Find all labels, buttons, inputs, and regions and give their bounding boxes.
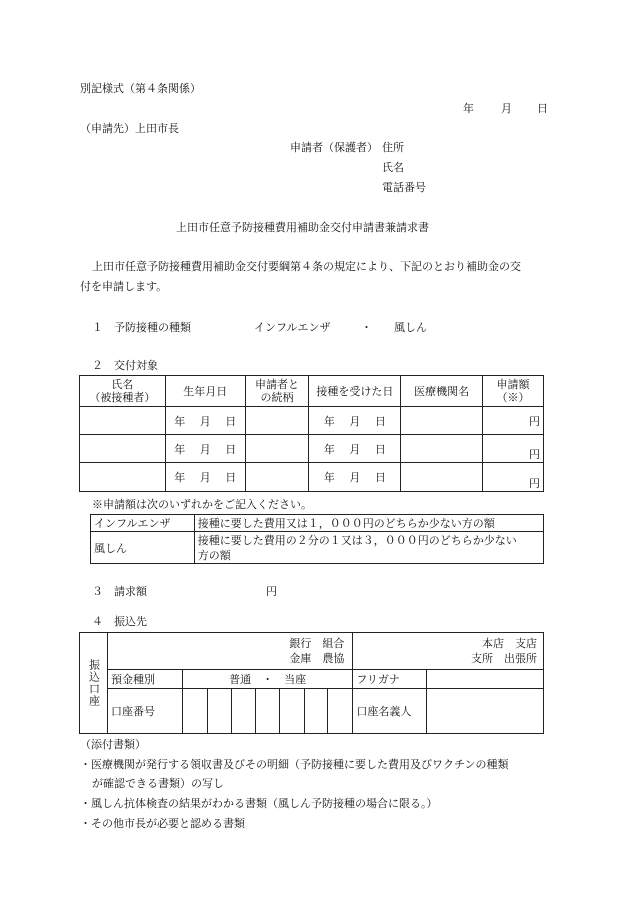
relation-cell[interactable] <box>245 463 309 492</box>
attachment-item-2: ・風しん抗体検査の結果がわかる書類（風しん予防接種の場合に限る。） <box>80 797 438 810</box>
attachment-item-1-line-1: ・医療機関が発行する領収書及びその明細（予防接種に要した費用及びワクチンの種類 <box>80 758 509 771</box>
amount-note: ※申請額は次のいずれかをご記入ください。 <box>92 498 312 511</box>
phone-label: 電話番号 <box>382 181 426 194</box>
amount-cell[interactable]: 円 <box>483 463 544 492</box>
document-title: 上田市任意予防接種費用補助金交付申請書兼請求書 <box>176 221 429 234</box>
form-label: 別記様式（第４条関係） <box>80 82 201 95</box>
birthdate-cell[interactable]: 年 月 日 <box>165 407 245 435</box>
transfer-account-side-label: 振込口座 <box>80 633 108 734</box>
bank-name-row <box>80 633 544 670</box>
table-row <box>80 435 544 463</box>
bank-name-cell[interactable]: 銀行 組合 金庫 農協 <box>107 633 352 670</box>
amount-rule-table <box>90 514 544 564</box>
deposit-type-row <box>80 670 544 689</box>
section3-label: ３ 請求額 <box>92 585 147 598</box>
option-influenza[interactable]: インフルエンザ <box>254 321 331 334</box>
section4-label: ４ 振込先 <box>92 615 147 628</box>
rule-row-influenza <box>91 515 544 532</box>
header-name: 氏名 （被接種者） <box>80 376 166 407</box>
section2-label: ２ 交付対象 <box>92 359 158 372</box>
date-day-label: 日 <box>537 102 548 115</box>
table-row <box>80 407 544 435</box>
request-amount-yen: 円 <box>266 585 277 598</box>
deposit-type-value[interactable]: 普通 ・ 当座 <box>182 670 353 689</box>
attachments-title: （添付書類） <box>80 738 146 751</box>
account-number-label: 口座番号 <box>107 689 182 734</box>
clinic-cell[interactable] <box>401 435 483 463</box>
attachment-item-3: ・その他市長が必要と認める書類 <box>80 817 245 830</box>
amount-cell[interactable]: 円 <box>483 407 544 435</box>
header-clinic: 医療機関名 <box>401 376 483 407</box>
option-separator: ・ <box>361 321 372 334</box>
table-row <box>80 463 544 492</box>
rule-type: 風しん <box>91 532 195 564</box>
relation-cell[interactable] <box>245 435 309 463</box>
furigana-input[interactable] <box>427 670 544 689</box>
account-digit-cell[interactable] <box>182 689 207 734</box>
rule-row-rubella <box>91 532 544 564</box>
date-year-label: 年 <box>463 102 474 115</box>
applicant-label: 申請者（保護者） <box>290 141 378 154</box>
account-digit-cell[interactable] <box>255 689 279 734</box>
account-holder-label: 口座名義人 <box>353 689 427 734</box>
furigana-label: フリガナ <box>353 670 427 689</box>
date-month-label: 月 <box>501 102 512 115</box>
name-cell[interactable] <box>80 463 166 492</box>
account-holder-input[interactable] <box>427 689 544 734</box>
subsidy-target-table <box>79 375 544 492</box>
rule-text: 接種に要した費用の２分の１又は３，０００円のどちらか少ない 方の額 <box>194 532 543 564</box>
bank-transfer-table <box>79 632 544 734</box>
header-amount: 申請額 （※） <box>483 376 544 407</box>
account-number-row <box>80 689 544 734</box>
option-rubella[interactable]: 風しん <box>394 321 427 334</box>
attachment-item-1-line-2: が確認できる書類）の写し <box>92 777 224 790</box>
intro-line-1: 上田市任意予防接種費用補助金交付要綱第４条の規定により、下記のとおり補助金の交 <box>92 260 521 273</box>
rule-text: 接種に要した費用又は１，０００円のどちらか少ない方の額 <box>194 515 543 532</box>
account-digit-cell[interactable] <box>207 689 231 734</box>
account-digit-cell[interactable] <box>304 689 328 734</box>
branch-name-cell[interactable]: 本店 支店 支所 出張所 <box>353 633 544 670</box>
birthdate-cell[interactable]: 年 月 日 <box>165 463 245 492</box>
amount-cell[interactable]: 円 <box>483 435 544 463</box>
header-relation: 申請者と の続柄 <box>245 376 309 407</box>
birthdate-cell[interactable]: 年 月 日 <box>165 435 245 463</box>
clinic-cell[interactable] <box>401 463 483 492</box>
vaccination-date-cell[interactable]: 年 月 日 <box>309 407 401 435</box>
account-digit-cell[interactable] <box>279 689 304 734</box>
intro-line-2: 付を申請します。 <box>80 280 168 293</box>
deposit-type-label: 預金種別 <box>107 670 182 689</box>
vaccination-date-cell[interactable]: 年 月 日 <box>309 463 401 492</box>
header-birthdate: 生年月日 <box>165 376 245 407</box>
table-header-row <box>80 376 544 407</box>
addressee: （申請先）上田市長 <box>80 122 179 135</box>
vaccination-date-cell[interactable]: 年 月 日 <box>309 435 401 463</box>
name-label: 氏名 <box>382 161 404 174</box>
relation-cell[interactable] <box>245 407 309 435</box>
section1-label: １ 予防接種の種類 <box>92 321 191 334</box>
account-digit-cell[interactable] <box>231 689 255 734</box>
name-cell[interactable] <box>80 407 166 435</box>
address-label: 住所 <box>382 141 404 154</box>
clinic-cell[interactable] <box>401 407 483 435</box>
account-digit-cell[interactable] <box>328 689 353 734</box>
rule-type: インフルエンザ <box>91 515 195 532</box>
header-vaccination-date: 接種を受けた日 <box>309 376 401 407</box>
name-cell[interactable] <box>80 435 166 463</box>
